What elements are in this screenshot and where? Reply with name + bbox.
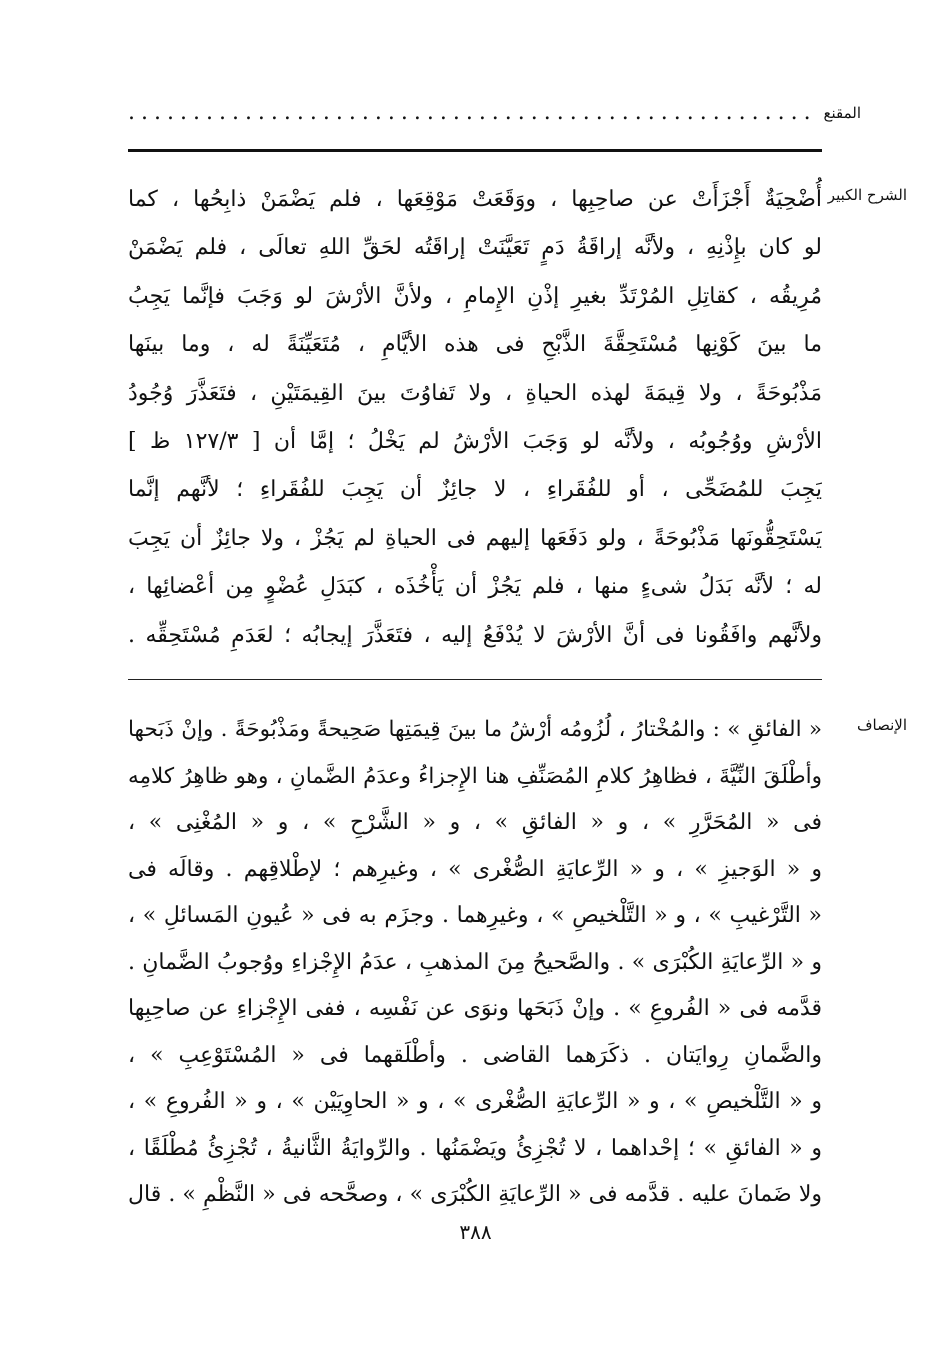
running-header-title: المقنع xyxy=(823,104,861,122)
text-line: « التَّرْغيبِ » ، و « التَّلْخيصِ » ، وغيرِهما . وجزَم به فى « عُيونِ المَسائلِ » ، xyxy=(128,903,822,928)
text-line: الأرْشِ ووُجُوبُه ، ولأنَّه لو وَجَبَ الأرْشُ لم يَخْلُ ؛ إمَّا أن [ ١٢٧/٣ ظ ] xyxy=(128,428,822,454)
text-line: و « الفائقِ » ؛ إحْداهما ، لا تُجْزِئُ ويَضْمَنُها . والرِّوايَةُ الثَّانيةُ ، تُجْزِئُ مُطْلَقًا ، xyxy=(128,1135,822,1161)
insaf-side-label: الإنصاف xyxy=(856,716,907,734)
header-dotted-leader: ..................................................... xyxy=(128,100,817,125)
text-line: و « التَّلْخيصِ » ، و « الرِّعايَةِ الصُّغْرى » ، و « الحاوِيَيْن » ، و « الفُروعِ » ، xyxy=(128,1089,822,1114)
text-line: ما بينَ كَوْنِها مُسْتَحِقَّةَ الذَّبْحِ فى هذه الأيَّامِ ، مُتَعَيِّنَةً له ، وما بينَها xyxy=(128,332,822,358)
text-line: قدَّمه فى « الفُروعِ » . وإنْ ذَبَحَها ونوَى عن نَفْسِه ، ففى الإِجْزاءِ عن صاحِبِها xyxy=(128,996,822,1021)
text-line: و « الوَجيزِ » ، و « الرِّعايَةِ الصُّغْرى » ، وغيرِهم ؛ لإطْلاقِهم . وقالَه فى xyxy=(128,856,822,882)
text-line: أُضْحِيَةٌ أَجْزَأَتْ عن صاحِبِها ، ووَقَعَتْ مَوْقِعَها ، فلم يَضْمَنْ ذابِحُها ، كما xyxy=(128,187,822,212)
insaf-text-block xyxy=(128,707,822,1219)
text-line: يَجِبَ للمُضَحِّى ، أو للفُقَراءِ ، لا جائِزٌ أن يَجِبَ للفُقَراءِ ؛ لأنَّهم إنَّما xyxy=(128,477,822,503)
text-line: فى « المُحَرَّرِ » ، و « الفائقِ » ، و « الشَّرْحِ » ، و « المُغْنِى » ، xyxy=(128,810,822,835)
sharh-side-label: الشرح الكبير xyxy=(827,186,907,204)
text-line: ولا ضَمانَ عليه . قدَّمه فى « الرِّعايَةِ الكُبْرَى » ، وصحَّحه فى « النَّظْمِ » . قال xyxy=(128,1182,822,1207)
text-line: يَسْتَحِقُّونَها مَذْبُوحَةً ، ولو دَفَعَها إليهم فى الحياةِ لم يَجُزْ ، ولا جائِزٌ أن يَجِبَ xyxy=(128,525,822,551)
text-line: و « الرِّعايَةِ الكُبْرَى » . والصَّحيحُ مِنَ المذهبِ ، عدَمُ الإِجْزاءِ ووُجوبُ الضَّمانِ . xyxy=(128,949,822,975)
text-line: « الفائقِ » : والمُخْتارُ ، لُزُومُه أرْشُ ما بينَ قِيمَتِها صَحِيحةً ومَذْبُوحَةً . وإنْ ذَبَحها xyxy=(128,717,822,742)
header-rule xyxy=(128,149,822,152)
text-line: له ؛ لأنَّه بَدَلُ شىءٍ منها ، فلم يَجُزْ أن يَأْخُذَه ، كبَدَلِ عُضْوٍ مِن أعْضائِها ، xyxy=(128,574,822,600)
text-line: ولأنَّهم وافَقُونا فى أنَّ الأرْشَ لا يُدْفَعُ إليه ، فتَعَذَّرَ إيجابُه ؛ لعَدَمِ مُسْتَحِقِّه . xyxy=(128,622,822,648)
text-line: لو كان بإِذْنِهِ ، ولأنَّه إراقَةُ دَمٍ تَعَيَّنَتْ إراقَتُه لحَقِّ اللهِ تعالَى ، فلم يَضْمَنْ xyxy=(128,235,822,261)
text-line: مُرِيقُه ، كقاتِلِ المُرْتَدِّ بغيرِ إذْنِ الإِمامِ ، ولأنَّ الأرْشَ لو وَجَبَ فإنَّما يَجِبُ xyxy=(128,283,822,309)
text-line: والضَّمانِ رِوايَتان . ذكَرَهما القاضى . وأطْلَقهما فى « المُسْتَوْعِبِ » ، xyxy=(128,1042,822,1068)
page-number: ٣٨٨ xyxy=(459,1220,492,1244)
sharh-text-block xyxy=(128,176,822,660)
section-divider xyxy=(128,679,822,680)
text-line: مَذْبُوحَةً ، ولا قِيمَةَ لهذه الحياةِ ، ولا تَفاوُتَ بينَ القِيمَتَيْنِ ، فتَعَذَّرَ وُجُودُ xyxy=(128,380,822,406)
text-line: وأطْلَقَ النِّيَّةَ ، فظاهِرُ كلامِ المُصَنِّفِ هنا الإِجزاءُ وعدَمُ الضَّمانِ ، وهو ظاهِرُ كلامِه xyxy=(128,763,822,789)
